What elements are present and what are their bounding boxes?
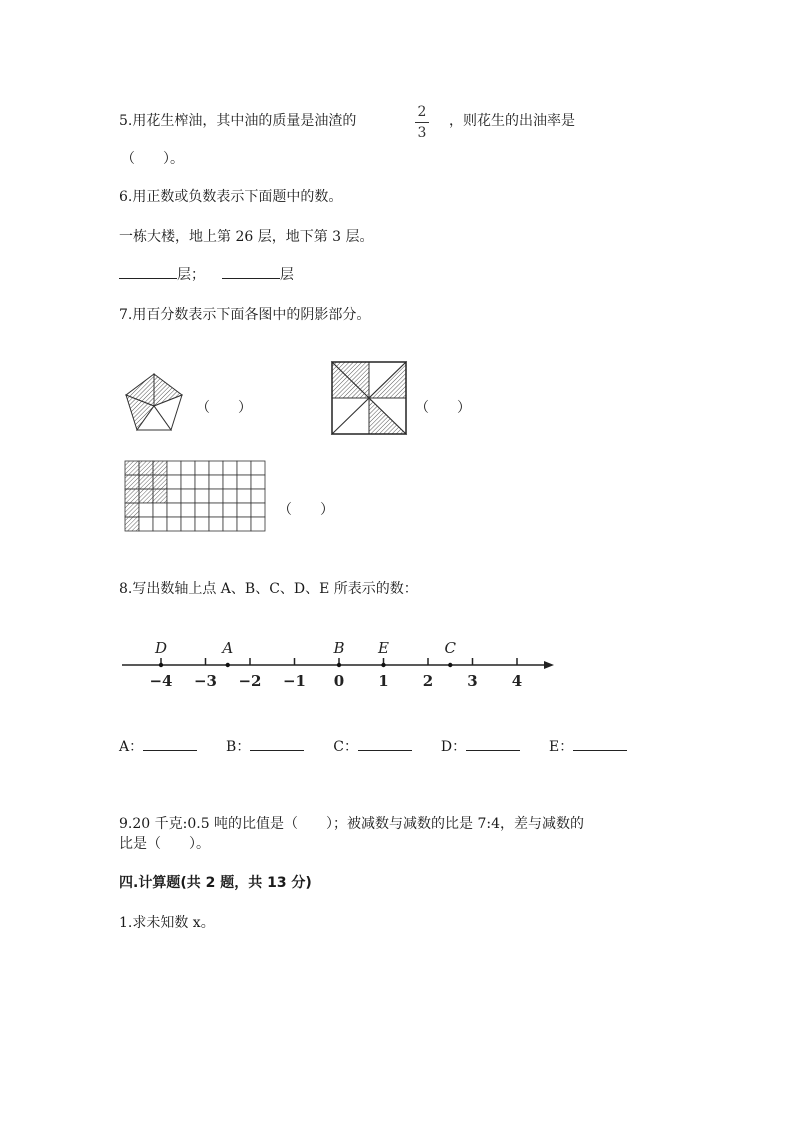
grid-cell (223, 503, 237, 517)
grid-cell (167, 517, 181, 531)
grid-cell (209, 461, 223, 475)
answer-label-c: C： (333, 739, 358, 755)
grid-cell (251, 475, 265, 489)
answer-blank-a[interactable] (143, 738, 197, 751)
grid-cell (251, 461, 265, 475)
axis-arrow (544, 661, 554, 669)
tick-label: 3 (467, 672, 478, 690)
grid-cell (125, 489, 139, 503)
q8-title: 8.写出数轴上点 A、B、C、D、E 所表示的数： (119, 581, 418, 597)
grid-cell (181, 517, 195, 531)
q7-title: 7.用百分数表示下面各图中的阴影部分。 (119, 307, 371, 323)
tick-label: −3 (193, 672, 218, 690)
tick-label: −1 (282, 672, 307, 690)
grid-cell (223, 475, 237, 489)
tick-label: 4 (511, 672, 523, 690)
grid-cell (125, 517, 139, 531)
unit-label: 层； (177, 267, 205, 283)
tick-label: −4 (149, 672, 173, 690)
point-marker (381, 663, 385, 667)
q9-line-1: 9.20 千克:0.5 吨的比值是（ ）；被减数与减数的比是 7:4，差与减数的 (119, 816, 585, 832)
grid-cell (251, 517, 265, 531)
q5-text (119, 112, 356, 130)
tick-label: 1 (378, 672, 389, 690)
grid-cell (139, 475, 153, 489)
grid-cell (153, 475, 167, 489)
grid-cell (139, 517, 153, 531)
grid-cell (209, 503, 223, 517)
q6-body: 一栋大楼，地上第 26 层，地下第 3 层。 (119, 229, 374, 245)
number-line (120, 636, 560, 696)
q5-answer-paren: （ ）。 (121, 151, 184, 167)
grid-cell (209, 517, 223, 531)
grid-cell (209, 475, 223, 489)
q7-paren-3: （ ） (278, 502, 334, 518)
grid-cell (209, 489, 223, 503)
tick-label: 0 (333, 672, 345, 690)
tick-label: −2 (238, 672, 262, 690)
q7-paren-2: （ ） (415, 400, 471, 416)
grid-cell (125, 503, 139, 517)
grid-cell (251, 503, 265, 517)
grid-cell (125, 475, 139, 489)
point-marker (226, 663, 230, 667)
grid-cell (181, 461, 195, 475)
answer-blank[interactable] (222, 266, 280, 279)
answer-blank-e[interactable] (573, 738, 627, 751)
grid-cell (237, 503, 251, 517)
grid-cell (195, 503, 209, 517)
grid-cell (223, 461, 237, 475)
grid-cell (167, 489, 181, 503)
grid-cell (237, 517, 251, 531)
q6-title: 6.用正数或负数表示下面题中的数。 (119, 189, 343, 205)
grid-cell (237, 461, 251, 475)
grid-cell (195, 517, 209, 531)
grid-cell (153, 489, 167, 503)
grid-cell (195, 475, 209, 489)
grid-cell (139, 503, 153, 517)
grid-cell (139, 489, 153, 503)
unit-label: 层 (279, 267, 294, 283)
q5-fraction (412, 104, 432, 141)
q7-paren-1: （ ） (196, 400, 252, 416)
point-label: B (333, 639, 345, 657)
grid-cell (167, 461, 181, 475)
pentagon-figure (124, 372, 184, 434)
q9-line-2: 比是（ ）。 (119, 836, 210, 852)
fraction-denominator: 3 (417, 125, 427, 141)
answer-label-d: D： (440, 739, 467, 755)
section-4-title: 四.计算题(共 2 题，共 13 分) (119, 875, 312, 891)
grid-cell (237, 489, 251, 503)
grid-cell (195, 489, 209, 503)
answer-label-e: E： (549, 739, 574, 755)
grid-cell (139, 461, 153, 475)
grid-cell (181, 489, 195, 503)
answer-label-b: B： (226, 739, 251, 755)
fraction-bar (415, 122, 429, 123)
grid-cell (153, 461, 167, 475)
grid-figure (125, 461, 265, 531)
grid-cell (251, 489, 265, 503)
point-label: E (378, 639, 389, 657)
grid-cell (223, 489, 237, 503)
answer-blank[interactable] (119, 266, 177, 279)
grid-cell (167, 503, 181, 517)
q5-text-before: 5.用花生榨油，其中油的质量是油渣的 (119, 113, 357, 129)
point-label: A (222, 639, 234, 657)
q5-text-after: ，则花生的出油率是 (449, 113, 575, 129)
point-marker (448, 663, 452, 667)
q8-answers (119, 738, 627, 756)
point-marker (337, 663, 341, 667)
square-figure (332, 362, 406, 434)
answer-blank-d[interactable] (466, 738, 520, 751)
answer-blank-b[interactable] (250, 738, 304, 751)
grid-cell (223, 517, 237, 531)
grid-cell (195, 461, 209, 475)
point-label: D (154, 639, 168, 657)
grid-cell (181, 503, 195, 517)
grid-cell (167, 475, 181, 489)
point-marker (159, 663, 163, 667)
grid-cell (237, 475, 251, 489)
grid-cell (153, 503, 167, 517)
answer-label-a: A： (119, 739, 144, 755)
grid-cell (153, 517, 167, 531)
point-label: C (444, 639, 456, 657)
section-4-q1: 1.求未知数 x。 (119, 915, 215, 931)
q6-answers (119, 266, 294, 284)
fraction-numerator: 2 (417, 104, 427, 120)
answer-blank-c[interactable] (358, 738, 412, 751)
tick-label: 2 (422, 672, 434, 690)
grid-cell (181, 475, 195, 489)
grid-cell (125, 461, 139, 475)
